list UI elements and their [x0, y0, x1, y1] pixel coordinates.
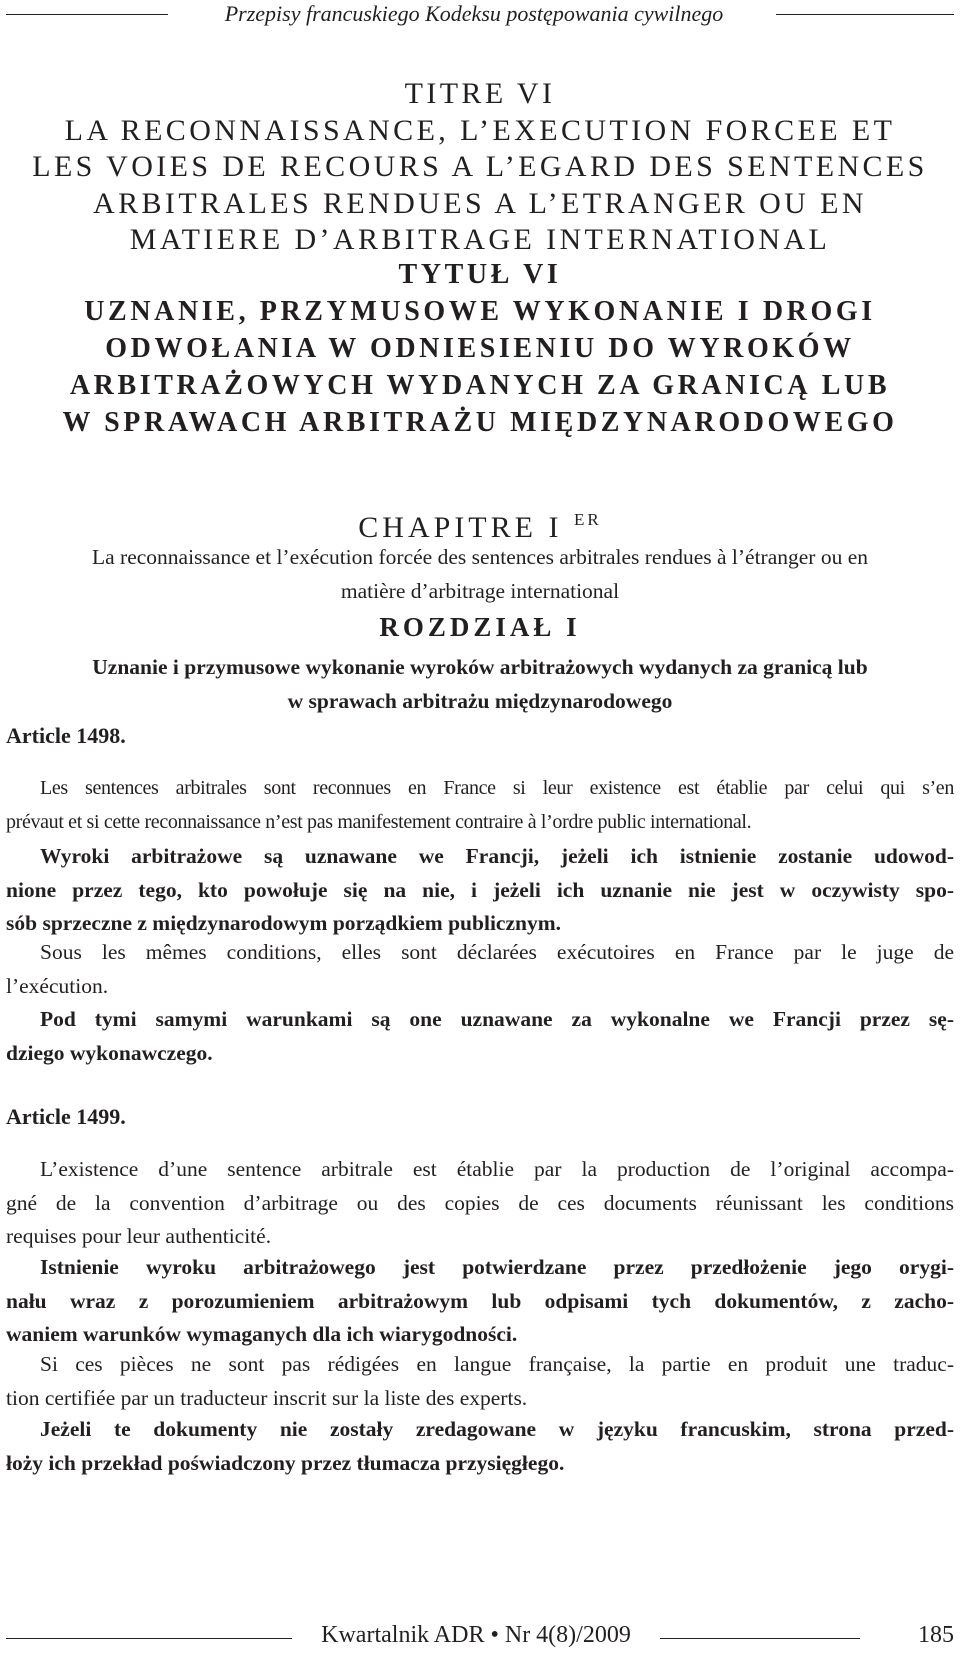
- footer-rule-right: [660, 1638, 860, 1639]
- paragraph-line: prévaut et si cette reconnaissance n’est pas manifestement contraire à l’ordre public international.: [6, 810, 752, 833]
- paragraph-line: Wyroki arbitrażowe są uznawane we Francji, jeżeli ich istnienie zostanie udowod-: [40, 844, 954, 868]
- article-paragraph-pl: [6, 1251, 954, 1352]
- title-pl-line: UZNANIE, PRZYMUSOWE WYKONANIE I DROGI: [84, 296, 876, 327]
- paragraph-line: Sous les mêmes conditions, elles sont déclarées exécutoires en France par le juge de: [40, 940, 954, 964]
- paragraph-line: Pod tymi samymi warunkami są one uznawane za wykonalne we Francji przez sę-: [40, 1007, 954, 1031]
- chapter-fr-superscript: ER: [573, 510, 602, 529]
- title-fr-line: LES VOIES DE RECOURS A L’EGARD DES SENTENCES: [32, 150, 928, 183]
- article-paragraph-pl: [6, 840, 954, 941]
- title-fr-line: TITRE VI: [404, 77, 556, 110]
- header-rule-left: [6, 14, 168, 15]
- article-paragraph-pl: [6, 1003, 954, 1070]
- chapter-subtitle-fr-line: matière d’arbitrage international: [340, 579, 620, 603]
- title-fr-line: MATIERE D’ARBITRAGE INTERNATIONAL: [129, 223, 831, 256]
- title-pl-line: W SPRAWACH ARBITRAŻU MIĘDZYNARODOWEGO: [62, 407, 898, 438]
- footer-rule-left: [6, 1638, 292, 1639]
- running-head-title: Przepisy francuskiego Kodeksu postępowania cywilnego: [224, 1, 724, 26]
- title-fr-line: ARBITRALES RENDUES A L’ETRANGER OU EN: [93, 186, 867, 220]
- paragraph-line: L’existence d’une sentence arbitrale est établie par la production de l’original accompa-: [40, 1157, 954, 1181]
- article-paragraph-fr: [6, 936, 954, 1003]
- paragraph-line: Istnienie wyroku arbitrażowego jest potwierdzane przez przedłożenie jego orygi-: [40, 1255, 954, 1279]
- chapter-subtitle-fr: [0, 540, 960, 608]
- journal-title: Kwartalnik ADR • Nr 4(8)/2009: [321, 1622, 631, 1648]
- chapter-subtitle-fr-line: La reconnaissance et l’exécution forcée des sentences arbitrales rendues à l’étranger ou en: [92, 545, 868, 569]
- header-rule-right: [776, 14, 954, 15]
- paragraph-line: łoży ich przekład poświadczony przez tłumacza przysięgłego.: [6, 1450, 565, 1475]
- paragraph-line: sób sprzeczne z międzynarodowym porządkiem publicznym.: [6, 911, 561, 935]
- paragraph-line: gné de la convention d’arbitrage ou des copies de ces documents réunissant les conditions: [6, 1190, 954, 1215]
- paragraph-line: tion certifiée par un traducteur inscrit sur la liste des experts.: [6, 1385, 528, 1410]
- chapter-subtitle-pl: [0, 650, 960, 718]
- title-pl: [0, 256, 960, 441]
- chapter-subtitle-pl-line: Uznanie i przymusowe wykonanie wyroków arbitrażowych wydanych za granicą lub: [92, 655, 868, 679]
- paragraph-line: waniem warunków wymaganych dla ich wiarygodności.: [6, 1322, 518, 1346]
- title-pl-line: TYTUŁ VI: [398, 259, 562, 290]
- page-footer: [0, 1612, 960, 1652]
- paragraph-line: Les sentences arbitrales sont reconnues en France si leur existence est établie par celui qui s’en: [40, 777, 954, 799]
- title-pl-line: ARBITRAŻOWYCH WYDANYCH ZA GRANICĄ LUB: [69, 370, 891, 401]
- paragraph-line: requises pour leur authenticité.: [6, 1224, 272, 1248]
- title-fr: [0, 76, 960, 259]
- article-paragraph-fr: [6, 1153, 954, 1254]
- title-pl-line: ODWOŁANIA W ODNIESIENIU DO WYROKÓW: [105, 333, 855, 364]
- paragraph-line: nału wraz z porozumieniem arbitrażowym lub odpisami tych dokumentów, z zacho-: [6, 1288, 954, 1313]
- article-paragraph-pl: [6, 1413, 954, 1480]
- paragraph-line: l’exécution.: [6, 973, 109, 998]
- chapter-fr-label: CHAPITRE I: [358, 511, 563, 544]
- article-heading: Article 1498.: [6, 723, 126, 748]
- paragraph-line: Jeżeli te dokumenty nie zostały zredagowane w języku francuskim, strona przed-: [40, 1417, 954, 1441]
- article-heading: Article 1499.: [6, 1104, 126, 1129]
- article-paragraph-fr: [6, 1348, 954, 1415]
- paragraph-line: dziego wykonawczego.: [6, 1040, 213, 1065]
- paragraph-line: nione przez tego, kto powołuje się na nie, i jeżeli ich uznanie nie jest w oczywisty spo-: [6, 877, 954, 902]
- title-fr-line: LA RECONNAISSANCE, L’EXECUTION FORCEE ET: [64, 113, 896, 147]
- page-number: 185: [918, 1622, 954, 1648]
- chapter-subtitle-pl-line: w sprawach arbitrażu międzynarodowego: [287, 689, 673, 713]
- article-paragraph-fr: [6, 772, 954, 839]
- paragraph-line: Si ces pièces ne sont pas rédigées en langue française, la partie en produit une traduc-: [40, 1352, 954, 1376]
- running-head: [0, 0, 960, 32]
- chapter-heading-pl: ROZDZIAŁ I: [379, 612, 581, 642]
